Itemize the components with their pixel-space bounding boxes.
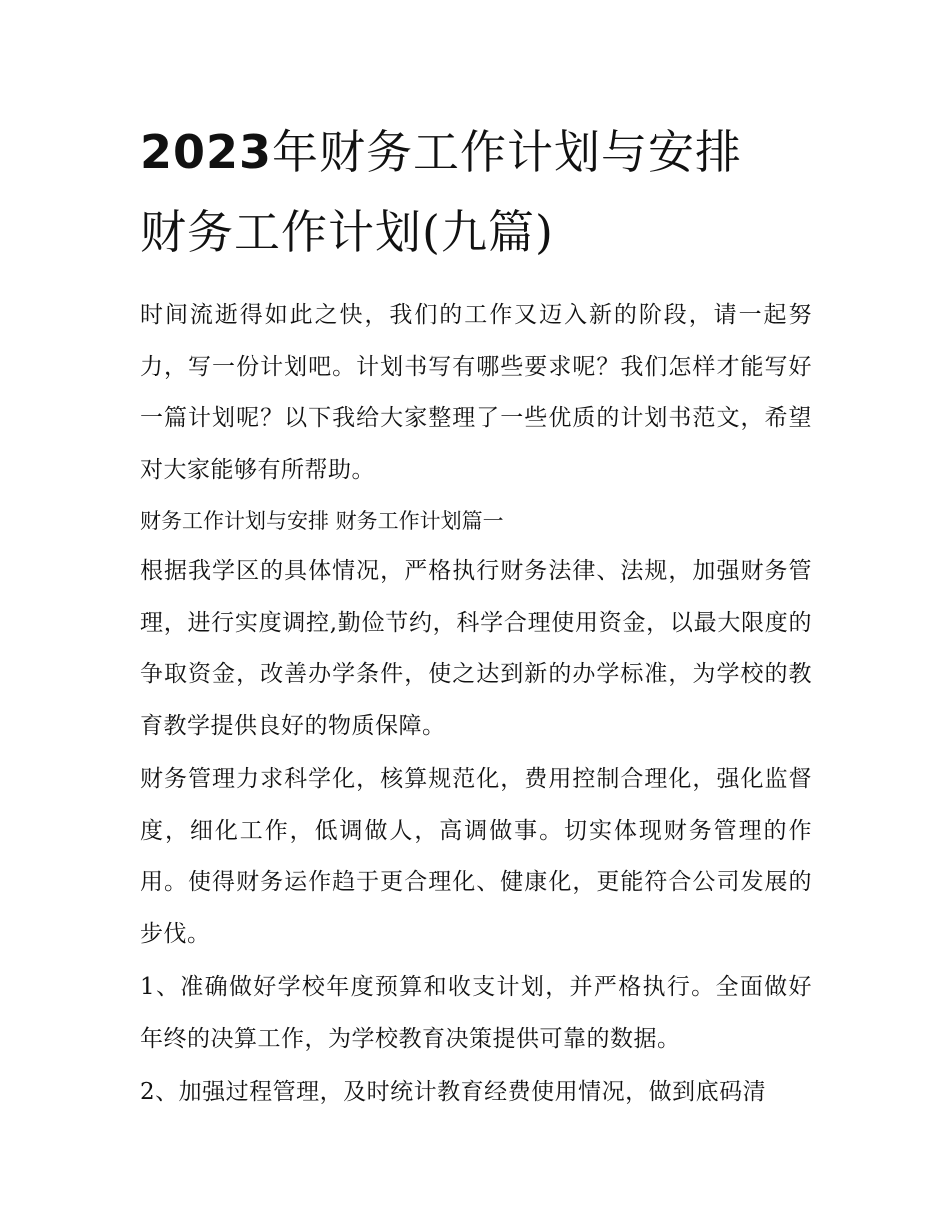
body-paragraph: 财务管理力求科学化，核算规范化，费用控制合理化，强化监督度，细化工作，低调做人，高调做事。切实体现财务管理的作用。使得财务运作趋于更合理化、健康化，更能符合公司发展的步伐。 — [140, 766, 812, 947]
title-year: 2023 — [140, 125, 273, 179]
title-line-2: 财务工作计划(九篇) — [140, 205, 554, 259]
section-heading: 财务工作计划与安排 财务工作计划篇一 — [140, 509, 504, 533]
intro-paragraph: 时间流逝得如此之快，我们的工作又迈入新的阶段，请一起努力，写一份计划吧。计划书写有哪些要求呢？我们怎样才能写好一篇计划呢？以下我给大家整理了一些优质的计划书范文，希望对大家能够有所帮助。 — [140, 302, 812, 483]
document-content — [140, 112, 812, 1121]
body-paragraph: 根据我学区的具体情况，严格执行财务法律、法规，加强财务管理，进行实度调控,勤俭节约，科学合理使用资金，以最大限度的争取资金，改善办学条件，使之达到新的办学标准，为学校的教育教学提供良好的物质保障。 — [140, 558, 812, 739]
document-title — [140, 112, 812, 272]
list-item-paragraph: 1、准确做好学校年度预算和收支计划，并严格执行。全面做好年终的决算工作，为学校教育决策提供可靠的数据。 — [140, 974, 812, 1052]
document-body — [140, 290, 812, 1119]
title-line-1 — [140, 112, 812, 192]
title-line-1-text: 年财务工作计划与安排 — [272, 125, 743, 179]
list-item-paragraph: 2、加强过程管理，及时统计教育经费使用情况，做到底码清 — [140, 1079, 767, 1105]
